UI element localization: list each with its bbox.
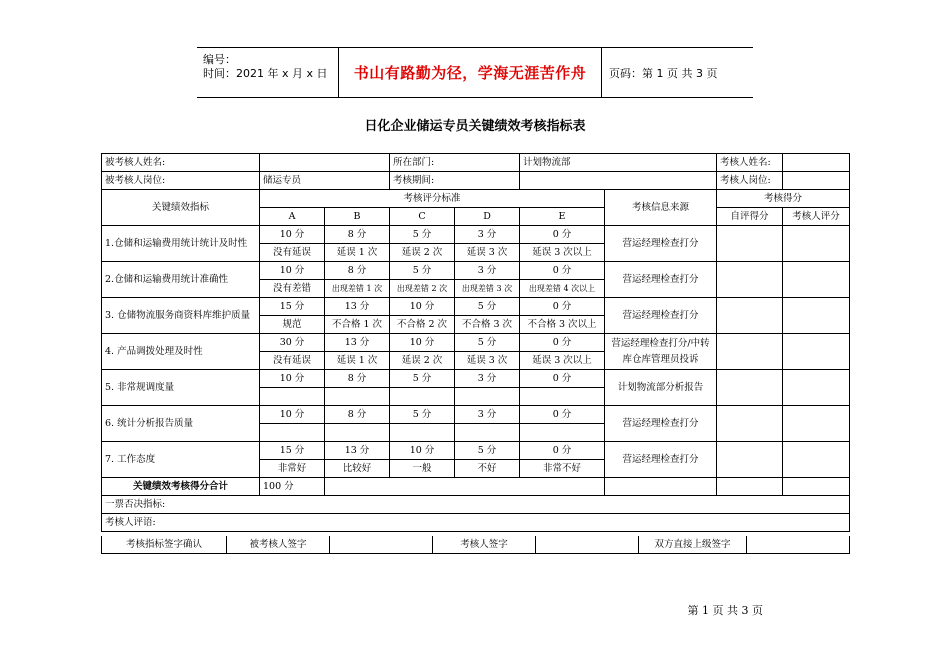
page-footer: 第 1 页 共 3 页 xyxy=(687,604,763,617)
indicator-7-score-row xyxy=(102,442,850,460)
indicator-6-score-row xyxy=(102,406,850,424)
indicator-6-score-a: 10 分 xyxy=(260,406,325,424)
indicator-6-criteria-a xyxy=(260,424,325,442)
comment-label[interactable]: 考核人评语: xyxy=(102,514,850,532)
indicator-5-score-b: 8 分 xyxy=(325,370,390,388)
assessee-name-field[interactable] xyxy=(260,154,390,172)
indicator-5-criteria-c xyxy=(390,388,455,406)
grade-e-header: E xyxy=(520,208,605,226)
department-label: 所在部门: xyxy=(390,154,520,172)
assessee-name-label: 被考核人姓名: xyxy=(102,154,260,172)
indicator-2-score-b: 8 分 xyxy=(325,262,390,280)
indicator-4-score-e: 0 分 xyxy=(520,334,605,352)
indicator-1-assessor-score[interactable] xyxy=(783,226,850,262)
indicator-1-criteria-a: 没有延误 xyxy=(260,244,325,262)
assessor-post-field[interactable] xyxy=(783,172,850,190)
indicator-4-criteria-b: 延误 1 次 xyxy=(325,352,390,370)
indicator-7-criteria-d: 不好 xyxy=(455,460,520,478)
indicator-6-criteria-d xyxy=(455,424,520,442)
grade-c-header: C xyxy=(390,208,455,226)
indicator-6-criteria-c xyxy=(390,424,455,442)
indicator-3-self-score[interactable] xyxy=(717,298,783,334)
period-field[interactable] xyxy=(520,172,717,190)
indicator-5-criteria-b xyxy=(325,388,390,406)
page-label: 页码：第 1 页 共 3 页 xyxy=(609,66,718,80)
number-label: 编号： xyxy=(203,53,236,66)
indicator-3-criteria-a: 规范 xyxy=(260,316,325,334)
indicator-4-criteria-c: 延误 2 次 xyxy=(390,352,455,370)
indicator-2-score-d: 3 分 xyxy=(455,262,520,280)
indicator-5-self-score[interactable] xyxy=(717,370,783,406)
grade-d-header: D xyxy=(455,208,520,226)
indicator-3-criteria-c: 不合格 2 次 xyxy=(390,316,455,334)
indicator-6-score-c: 5 分 xyxy=(390,406,455,424)
indicator-3-criteria-b: 不合格 1 次 xyxy=(325,316,390,334)
indicator-4-criteria-a: 没有延误 xyxy=(260,352,325,370)
indicator-4-score-a: 30 分 xyxy=(260,334,325,352)
indicator-4-criteria-e: 延误 3 次以上 xyxy=(520,352,605,370)
indicator-2-criteria-d: 出现差错 3 次 xyxy=(455,280,520,298)
signature-table xyxy=(101,536,850,554)
indicator-1-criteria-c: 延误 2 次 xyxy=(390,244,455,262)
assessee-post-label: 被考核人岗位: xyxy=(102,172,260,190)
indicator-5-score-row xyxy=(102,370,850,388)
indicator-4-assessor-score[interactable] xyxy=(783,334,850,370)
indicator-7-criteria-b: 比较好 xyxy=(325,460,390,478)
indicator-6-criteria-e xyxy=(520,424,605,442)
header-motto-cell xyxy=(338,48,602,97)
signature-row xyxy=(102,536,850,554)
indicator-6-assessor-score[interactable] xyxy=(783,406,850,442)
indicator-3-score-e: 0 分 xyxy=(520,298,605,316)
info-row-2 xyxy=(102,172,850,190)
assessor-name-field[interactable] xyxy=(783,154,850,172)
superior-signature-field[interactable] xyxy=(747,536,850,554)
indicator-6-score-e: 0 分 xyxy=(520,406,605,424)
indicator-2-source: 营运经理检查打分 xyxy=(605,262,717,298)
indicator-4-source: 营运经理检查打分/中转库仓库管理员投诉 xyxy=(605,334,717,370)
indicator-1-score-a: 10 分 xyxy=(260,226,325,244)
kpi-column-header: 关键绩效指标 xyxy=(102,190,260,226)
indicator-4-name: 4. 产品调拨处理及时性 xyxy=(102,334,260,370)
indicator-3-score-d: 5 分 xyxy=(455,298,520,316)
indicator-2-name: 2.仓储和运输费用统计准确性 xyxy=(102,262,260,298)
indicator-1-score-e: 0 分 xyxy=(520,226,605,244)
indicator-5-criteria-a xyxy=(260,388,325,406)
motto-text: 书山有路勤为径，学海无涯苦作舟 xyxy=(353,64,587,82)
indicator-7-score-d: 5 分 xyxy=(455,442,520,460)
assessor-signature-label: 考核人签字 xyxy=(433,536,536,554)
indicator-5-name: 5. 非常规调度量 xyxy=(102,370,260,406)
indicator-2-criteria-c: 出现差错 2 次 xyxy=(390,280,455,298)
indicator-5-score-c: 5 分 xyxy=(390,370,455,388)
column-header-row-1 xyxy=(102,190,850,208)
department-field[interactable]: 计划物流部 xyxy=(520,154,717,172)
score-column-header: 考核得分 xyxy=(717,190,850,208)
indicator-1-score-b: 8 分 xyxy=(325,226,390,244)
indicator-3-source: 营运经理检查打分 xyxy=(605,298,717,334)
indicator-1-score-c: 5 分 xyxy=(390,226,455,244)
indicator-3-score-c: 10 分 xyxy=(390,298,455,316)
indicator-6-name: 6. 统计分析报告质量 xyxy=(102,406,260,442)
indicator-4-score-d: 5 分 xyxy=(455,334,520,352)
indicator-6-criteria-b xyxy=(325,424,390,442)
indicator-6-score-b: 8 分 xyxy=(325,406,390,424)
indicator-7-criteria-e: 非常不好 xyxy=(520,460,605,478)
indicator-5-source: 计划物流部分析报告 xyxy=(605,370,717,406)
indicator-7-score-a: 15 分 xyxy=(260,442,325,460)
indicator-4-score-c: 10 分 xyxy=(390,334,455,352)
indicator-2-criteria-b: 出现差错 1 次 xyxy=(325,280,390,298)
period-label: 考核期间: xyxy=(390,172,520,190)
indicator-1-criteria-b: 延误 1 次 xyxy=(325,244,390,262)
assessor-score-header: 考核人评分 xyxy=(783,208,850,226)
header-left-cell xyxy=(197,48,338,97)
assessee-signature-label: 被考核人签字 xyxy=(227,536,330,554)
indicator-1-score-row xyxy=(102,226,850,244)
indicator-1-self-score[interactable] xyxy=(717,226,783,262)
indicator-7-source: 营运经理检查打分 xyxy=(605,442,717,478)
indicator-4-criteria-d: 延误 3 次 xyxy=(455,352,520,370)
total-assessor-score[interactable] xyxy=(783,478,850,496)
total-self-score[interactable] xyxy=(717,478,783,496)
indicator-4-score-b: 13 分 xyxy=(325,334,390,352)
indicator-2-self-score[interactable] xyxy=(717,262,783,298)
page-title: 日化企业储运专员关键绩效考核指标表 xyxy=(364,119,586,134)
indicator-3-score-a: 15 分 xyxy=(260,298,325,316)
indicator-7-name: 7. 工作态度 xyxy=(102,442,260,478)
indicator-2-score-row xyxy=(102,262,850,280)
indicator-2-criteria-e: 出现差错 4 次以上 xyxy=(520,280,605,298)
kpi-table xyxy=(101,153,850,532)
document-header xyxy=(197,47,753,98)
indicator-7-assessor-score[interactable] xyxy=(783,442,850,478)
comment-row xyxy=(102,514,850,532)
grade-a-header: A xyxy=(260,208,325,226)
grade-b-header: B xyxy=(325,208,390,226)
indicator-6-self-score[interactable] xyxy=(717,406,783,442)
indicator-1-score-d: 3 分 xyxy=(455,226,520,244)
indicator-5-score-d: 3 分 xyxy=(455,370,520,388)
indicator-1-criteria-e: 延误 3 次以上 xyxy=(520,244,605,262)
indicator-1-criteria-d: 延误 3 次 xyxy=(455,244,520,262)
indicator-7-score-c: 10 分 xyxy=(390,442,455,460)
indicator-3-score-row xyxy=(102,298,850,316)
indicator-5-criteria-d xyxy=(455,388,520,406)
assessee-signature-field[interactable] xyxy=(330,536,433,554)
assessor-name-label: 考核人姓名: xyxy=(717,154,783,172)
total-value: 100 分 xyxy=(260,478,325,496)
indicator-4-self-score[interactable] xyxy=(717,334,783,370)
assessor-signature-field[interactable] xyxy=(536,536,639,554)
indicator-2-score-a: 10 分 xyxy=(260,262,325,280)
indicator-2-criteria-a: 没有差错 xyxy=(260,280,325,298)
indicator-2-score-c: 5 分 xyxy=(390,262,455,280)
total-source-blank xyxy=(605,478,717,496)
indicator-2-score-e: 0 分 xyxy=(520,262,605,280)
indicator-7-self-score[interactable] xyxy=(717,442,783,478)
indicator-4-score-row xyxy=(102,334,850,352)
total-label: 关键绩效考核得分合计 xyxy=(102,478,260,496)
indicator-3-criteria-d: 不合格 3 次 xyxy=(455,316,520,334)
indicator-3-criteria-e: 不合格 3 次以上 xyxy=(520,316,605,334)
indicator-1-source: 营运经理检查打分 xyxy=(605,226,717,262)
veto-label[interactable]: 一票否决指标: xyxy=(102,496,850,514)
indicator-5-criteria-e xyxy=(520,388,605,406)
indicator-7-criteria-a: 非常好 xyxy=(260,460,325,478)
indicator-5-score-e: 0 分 xyxy=(520,370,605,388)
indicator-7-criteria-c: 一般 xyxy=(390,460,455,478)
assessee-post-field[interactable]: 储运专员 xyxy=(260,172,390,190)
total-row xyxy=(102,478,850,496)
indicator-3-assessor-score[interactable] xyxy=(783,298,850,334)
superior-signature-label: 双方直接上级签字 xyxy=(639,536,747,554)
indicator-3-score-b: 13 分 xyxy=(325,298,390,316)
indicator-7-score-e: 0 分 xyxy=(520,442,605,460)
indicator-1-name: 1.仓储和运输费用统计统计及时性 xyxy=(102,226,260,262)
time-label: 时间：2021 年 x 月 x 日 xyxy=(203,67,328,80)
total-blank xyxy=(325,478,605,496)
indicator-5-score-a: 10 分 xyxy=(260,370,325,388)
info-row-1 xyxy=(102,154,850,172)
standard-column-header: 考核评分标准 xyxy=(260,190,605,208)
indicator-2-assessor-score[interactable] xyxy=(783,262,850,298)
indicator-6-score-d: 3 分 xyxy=(455,406,520,424)
source-column-header: 考核信息来源 xyxy=(605,190,717,226)
indicator-5-assessor-score[interactable] xyxy=(783,370,850,406)
header-page-cell xyxy=(601,48,753,97)
assessor-post-label: 考核人岗位: xyxy=(717,172,783,190)
veto-row xyxy=(102,496,850,514)
self-score-header: 自评得分 xyxy=(717,208,783,226)
indicator-3-name: 3. 仓储物流服务商资料库维护质量 xyxy=(102,298,260,334)
indicator-6-source: 营运经理检查打分 xyxy=(605,406,717,442)
indicator-7-score-b: 13 分 xyxy=(325,442,390,460)
signature-confirm-label: 考核指标签字确认 xyxy=(102,536,227,554)
